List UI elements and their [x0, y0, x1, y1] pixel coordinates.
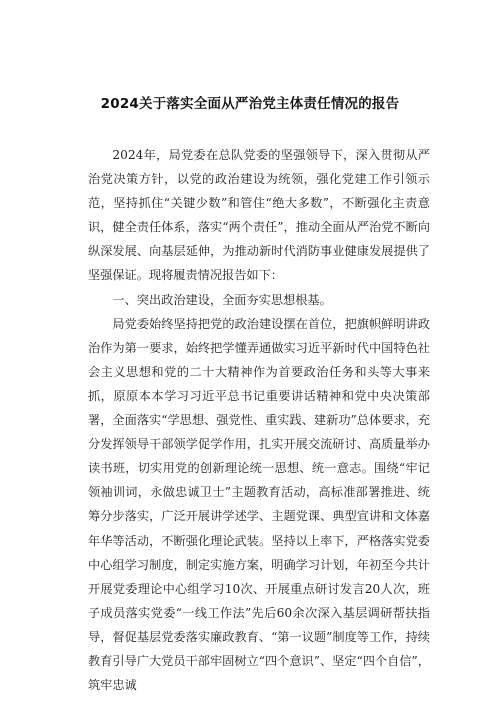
document-title: 2024关于落实全面从严治党主体责任情况的报告 [100, 96, 400, 112]
paragraph-intro: 2024年，局党委在总队党委的坚强领导下，深入贯彻从严治党决策方针，以党的政治建设为统领，强化党建工作引领示范，坚持抓住“关键少数”和管住“绝大多数”，不断强化主责意识，健全责任体系，落实“两个责任”，推动全面从严治党不断向纵深发展、向基层延伸，为推动新时代消防事业健康发展提供了坚强保证。现将履责情况报告如下： [88, 148, 430, 283]
paragraph-section-1-body: 局党委始终坚持把党的政治建设摆在首位，把旗帜鲜明讲政治作为第一要求，始终把学懂弄通做实习近平新时代中国特色社会主义思想和党的二十大精神作为首要政治任务和头等大事来抓，原原本本学习习近平总书记重要讲话精神和党中央决策部署，全面落实“学思想、强党性、重实践、建新功”总体要求，充分发挥领导干部领学促学作用，扎实开展交流研讨、高质量举办读书班，切实用党的创新理论统一思想、统一意志。围绕“牢记领袖训词，永做忠诚卫士”主题教育活动，高标准部署推进、统筹分步落实，广泛开展讲学述学、主题党课、典型宣讲和文体嘉年华等活动，不断强化理论武装。坚持以上率下，严格落实党委中心组学习制度，制定实施方案，明确学习计划，年初至今共计开展党委理论中心组学习10次、开展重点研讨发言20人次，班子成员落实党委“一线工作法”先后60余次深入基层调研帮扶指导，督促基层党委落实廉政教育、“第一议题”制度等工作，持续教育引导广大党员干部牢固树立“四个意识”、坚定“四个自信”，筑牢忠诚 [88, 316, 430, 693]
section-heading-1: 一、突出政治建设，全面夯实思想根基。 [112, 292, 332, 307]
document-body [88, 143, 430, 697]
